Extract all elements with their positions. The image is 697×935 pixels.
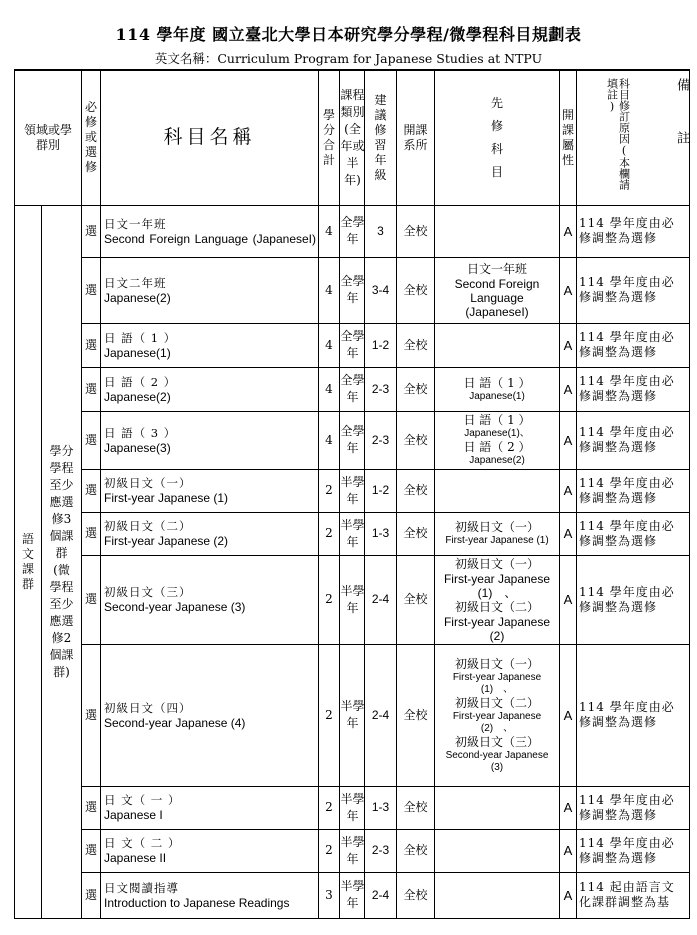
note-cell [577, 644, 690, 786]
course-name-en: First-year Japanese (2) [104, 534, 229, 548]
dept-cell [397, 411, 435, 469]
table-row [15, 367, 690, 411]
year-cell [365, 512, 397, 555]
table-row [15, 257, 690, 323]
year-cell [365, 411, 397, 469]
table-row [15, 786, 690, 829]
credits-cell [319, 205, 340, 257]
table-row [15, 323, 690, 367]
elective-mark: 選 [84, 282, 97, 297]
prereq-cell [435, 512, 560, 555]
type-cell [340, 829, 365, 872]
course-name-en: Japanese(1) [104, 345, 171, 360]
credits-cell [319, 644, 340, 786]
elective-cell [82, 411, 101, 469]
revision-note: 114 學年度由必修調整為選修 [579, 475, 675, 505]
revision-note: 114 學年度由必修調整為選修 [579, 216, 675, 245]
course-name-en: Japanese II [104, 851, 167, 865]
dept-cell [397, 469, 435, 512]
suggested-year: 2-4 [371, 707, 390, 722]
dept-cell [397, 644, 435, 786]
course-type: 全學年 [340, 215, 365, 246]
course-attr: A [563, 282, 573, 298]
year-cell [365, 786, 397, 829]
header-area-text: 領域或學群別 [23, 122, 72, 152]
suggested-year: 2-3 [371, 432, 390, 447]
credits: 4 [325, 381, 333, 396]
dept-cell [397, 786, 435, 829]
header-note-label: 備註 [674, 77, 689, 184]
course-name-zh: 初級日文（四） [104, 700, 192, 715]
prereq-cell [435, 205, 560, 257]
elective-cell [82, 872, 101, 918]
credits: 2 [325, 843, 333, 857]
suggested-year: 2-4 [371, 592, 390, 606]
credits: 4 [325, 337, 333, 352]
course-name-en: Second Foreign Language (JapaneseI) [104, 231, 316, 246]
prereq-cell [435, 323, 560, 367]
prereq-cell [435, 257, 560, 323]
attr-cell [560, 872, 577, 918]
course-name-cell [101, 257, 319, 323]
credits-cell [319, 367, 340, 411]
revision-note: 114 學年度由必修調整為選修 [579, 374, 675, 403]
course-type: 全學年 [340, 329, 365, 360]
revision-note: 114 學年度由必修調整為選修 [579, 518, 675, 548]
elective-cell [82, 829, 101, 872]
elective-mark: 選 [84, 432, 97, 447]
course-attr: A [563, 483, 573, 498]
type-cell [340, 872, 365, 918]
elective-mark: 選 [84, 800, 97, 814]
prereq-line: First-year Japanese [443, 614, 551, 629]
type-cell [340, 257, 365, 323]
suggested-year: 3 [377, 223, 384, 238]
type-cell [340, 786, 365, 829]
department: 全校 [403, 800, 428, 814]
prereq-line: 初級日文（二） [454, 695, 539, 710]
course-attr: A [563, 526, 573, 541]
elective-mark: 選 [84, 381, 97, 396]
prereq-line: (2) 、 [480, 722, 514, 734]
course-attr: A [563, 223, 573, 239]
credits-cell [319, 323, 340, 367]
year-cell [365, 555, 397, 644]
prereq-line: 日 語（ 1 ） [463, 375, 531, 390]
prereq-line: First-year Japanese [452, 671, 542, 683]
document-title: 114 學年度 國立臺北大學日本研究學分學程/微學程科目規劃表 [115, 25, 582, 44]
department: 全校 [403, 707, 428, 722]
note-cell [577, 469, 690, 512]
note-cell [577, 512, 690, 555]
credits-cell [319, 512, 340, 555]
attr-cell [560, 786, 577, 829]
course-attr: A [563, 337, 573, 353]
department: 全校 [403, 432, 428, 447]
suggested-year: 3-4 [371, 282, 390, 297]
table-row [15, 644, 690, 786]
header-dept [397, 70, 435, 205]
attr-cell [560, 257, 577, 323]
revision-note: 114 學年度由必修調整為選修 [579, 330, 675, 359]
elective-mark: 選 [84, 592, 97, 606]
course-name-zh: 初級日文（一） [104, 476, 192, 490]
dept-cell [397, 257, 435, 323]
revision-note: 114 學年度由必修調整為選修 [579, 835, 675, 865]
course-type: 半學年 [340, 517, 365, 549]
type-cell [340, 469, 365, 512]
course-name-cell [101, 786, 319, 829]
department: 全校 [403, 223, 428, 238]
elective-cell [82, 323, 101, 367]
suggested-year: 2-4 [371, 887, 390, 902]
elective-cell [82, 786, 101, 829]
course-name-zh: 初級日文（三） [104, 585, 192, 599]
course-name-en: Japanese(2) [104, 389, 171, 404]
prereq-cell [435, 872, 560, 918]
year-cell [365, 872, 397, 918]
credits-cell [319, 555, 340, 644]
credits-cell [319, 411, 340, 469]
department: 全校 [403, 337, 428, 352]
year-cell [365, 205, 397, 257]
course-name-cell [101, 205, 319, 257]
prereq-line: (1) 、 [477, 585, 517, 600]
course-attr: A [563, 707, 573, 723]
attr-cell [560, 469, 577, 512]
course-type: 半學年 [340, 583, 365, 615]
elective-cell [82, 257, 101, 323]
group-rule: 學分學程至少應選修3個課群(微學程至少應選修2個課群) [49, 443, 74, 679]
prereq-cell [435, 367, 560, 411]
prereq-cell [435, 555, 560, 644]
course-name-en: Japanese(3) [104, 440, 171, 455]
credits: 2 [325, 592, 333, 606]
attr-cell [560, 644, 577, 786]
suggested-year: 2-3 [371, 843, 390, 857]
course-attr: A [563, 381, 573, 397]
note-cell [577, 555, 690, 644]
course-name-en: First-year Japanese (1) [104, 491, 229, 505]
group-rule-cell [42, 205, 82, 918]
course-name-en: Japanese I [104, 808, 163, 822]
attr-cell [560, 555, 577, 644]
header-required [82, 70, 101, 205]
header-year [365, 70, 397, 205]
department: 全校 [403, 381, 428, 396]
course-name-zh: 日文二年班 [104, 275, 167, 290]
prereq-line: Japanese(2) [469, 455, 525, 466]
prereq-cell [435, 786, 560, 829]
prereq-line: (2) [489, 628, 505, 643]
course-name-cell [101, 829, 319, 872]
course-attr: A [563, 800, 573, 815]
credits-cell [319, 257, 340, 323]
elective-mark: 選 [84, 483, 97, 497]
course-name-zh: 日 語（ 3 ） [104, 425, 177, 440]
credits: 4 [325, 223, 333, 238]
header-dept-text: 開課系所 [403, 122, 428, 152]
table-row [15, 469, 690, 512]
attr-cell [560, 205, 577, 257]
group-area-cell [15, 205, 42, 918]
year-cell [365, 367, 397, 411]
header-required-text: 必修或選修 [84, 100, 97, 175]
course-type: 全學年 [340, 373, 365, 404]
group-area: 語文課群 [21, 531, 34, 591]
revision-note: 114 學年度由必修調整為選修 [579, 584, 675, 614]
dept-cell [397, 367, 435, 411]
attr-cell [560, 512, 577, 555]
header-prereq-text: 先修科目 [490, 95, 503, 179]
course-type: 半學年 [340, 791, 365, 823]
year-cell [365, 829, 397, 872]
department: 全校 [403, 843, 428, 857]
elective-mark: 選 [84, 843, 97, 857]
credits: 2 [325, 800, 333, 814]
prereq-line: First-year Japanese [452, 710, 542, 722]
header-year-text: 建議修習年級 [374, 92, 387, 182]
department: 全校 [403, 592, 428, 606]
header-attr-text: 開課屬性 [561, 107, 574, 167]
course-name-cell [101, 872, 319, 918]
header-area [15, 70, 82, 205]
course-attr: A [563, 592, 573, 607]
department: 全校 [403, 483, 428, 497]
course-name-en: Japanese(2) [104, 290, 171, 305]
dept-cell [397, 829, 435, 872]
prereq-line: Japanese(1)、 [464, 428, 530, 439]
prereq-line: First-year Japanese [443, 571, 551, 586]
course-name-zh: 日文閱讀指導 [104, 880, 179, 895]
credits: 4 [325, 282, 333, 297]
header-note [577, 70, 690, 205]
header-course-name: 科目名稱 [101, 70, 319, 205]
elective-cell [82, 205, 101, 257]
header-credits [319, 70, 340, 205]
course-attr: A [563, 887, 573, 903]
prereq-line: Second Foreign [454, 276, 540, 291]
table-row [15, 829, 690, 872]
course-type: 全學年 [340, 424, 365, 455]
type-cell [340, 367, 365, 411]
type-cell [340, 555, 365, 644]
revision-note: 114 學年度由必修調整為選修 [579, 425, 675, 454]
header-attr [560, 70, 577, 205]
credits: 2 [325, 526, 333, 540]
prereq-line: (3) [490, 761, 504, 773]
course-name-en: Second-year Japanese (4) [104, 715, 246, 730]
department: 全校 [403, 282, 428, 297]
course-type: 半學年 [340, 699, 365, 730]
header-prereq [435, 70, 560, 205]
dept-cell [397, 512, 435, 555]
dept-cell [397, 555, 435, 644]
attr-cell [560, 411, 577, 469]
course-name-zh: 初級日文（二） [104, 519, 192, 533]
curriculum-table [14, 69, 690, 919]
type-cell [340, 411, 365, 469]
credits-cell [319, 829, 340, 872]
credits-cell [319, 786, 340, 829]
type-cell [340, 644, 365, 786]
header-note-reason: 科目修訂原因(本欄請填註) [605, 77, 631, 190]
revision-note: 114 學年度由必修調整為選修 [579, 275, 675, 304]
dept-cell [397, 872, 435, 918]
credits: 2 [325, 483, 333, 497]
credits-cell [319, 469, 340, 512]
note-cell [577, 257, 690, 323]
dept-cell [397, 205, 435, 257]
table-row [15, 872, 690, 918]
course-type: 半學年 [340, 474, 365, 506]
header-credits-text: 學分合計 [322, 107, 335, 167]
revision-note: 114 學年度由必修調整為選修 [579, 792, 675, 822]
table-row [15, 411, 690, 469]
type-cell [340, 323, 365, 367]
course-attr: A [563, 432, 573, 448]
course-name-zh: 日文一年班 [104, 216, 167, 231]
prereq-line: 日 語（ 1 ） [463, 413, 531, 427]
course-name-zh: 日 文（ 一 ） [104, 793, 181, 807]
prereq-line: 日文一年班 [466, 261, 527, 276]
course-name-cell [101, 411, 319, 469]
note-cell [577, 367, 690, 411]
attr-cell [560, 367, 577, 411]
prereq-line: 日 語（ 2 ） [463, 440, 531, 454]
course-name-en: Introduction to Japanese Readings [104, 895, 290, 910]
elective-cell [82, 555, 101, 644]
prereq-cell [435, 411, 560, 469]
elective-cell [82, 644, 101, 786]
table-row [15, 512, 690, 555]
elective-mark: 選 [84, 526, 97, 540]
credits-cell [319, 872, 340, 918]
revision-note: 114 起由語言文化課群調整為基 [579, 880, 675, 909]
year-cell [365, 323, 397, 367]
type-cell [340, 512, 365, 555]
course-name-zh: 日 語（ 2 ） [104, 374, 177, 389]
header-type-text: 課程類別(全年或半年) [340, 87, 365, 187]
note-cell [577, 323, 690, 367]
note-cell [577, 829, 690, 872]
department: 全校 [403, 526, 428, 540]
course-type: 半學年 [340, 879, 365, 910]
year-cell [365, 469, 397, 512]
suggested-year: 1-3 [371, 800, 390, 814]
header-note-label-wrap [674, 78, 689, 198]
note-cell [577, 411, 690, 469]
course-name-en: Second-year Japanese (3) [104, 600, 246, 614]
course-name-cell [101, 367, 319, 411]
prereq-cell [435, 469, 560, 512]
credits: 4 [325, 432, 333, 447]
prereq-line: First-year Japanese (1) [445, 535, 549, 546]
dept-cell [397, 323, 435, 367]
department: 全校 [403, 887, 428, 902]
prereq-line: 初級日文（一） [454, 520, 539, 534]
year-cell [365, 257, 397, 323]
header-row [15, 70, 690, 205]
prereq-line: 初級日文（一） [454, 556, 539, 571]
prereq-line: Language [470, 290, 524, 305]
attr-cell [560, 323, 577, 367]
elective-mark: 選 [84, 887, 97, 902]
elective-cell [82, 512, 101, 555]
course-attr: A [563, 843, 573, 858]
note-cell [577, 872, 690, 918]
header-type [340, 70, 365, 205]
suggested-year: 1-3 [371, 526, 390, 540]
prereq-cell [435, 829, 560, 872]
prereq-line: 初級日文（二） [454, 599, 539, 614]
elective-mark: 選 [84, 707, 97, 722]
prereq-line: (1) 、 [480, 683, 514, 695]
document-subtitle: 英文名稱：Curriculum Program for Japanese Studies at NTPU [154, 51, 543, 66]
table-row [15, 555, 690, 644]
credits: 3 [325, 887, 333, 902]
course-name-zh: 日 語（ 1 ） [104, 330, 177, 345]
suggested-year: 2-3 [371, 381, 390, 396]
elective-mark: 選 [84, 337, 97, 352]
attr-cell [560, 829, 577, 872]
prereq-cell [435, 644, 560, 786]
suggested-year: 1-2 [371, 483, 390, 497]
year-cell [365, 644, 397, 786]
elective-mark: 選 [84, 223, 97, 238]
course-name-cell [101, 512, 319, 555]
prereq-line: 初級日文（三） [454, 734, 539, 749]
suggested-year: 1-2 [371, 337, 390, 352]
course-type: 全學年 [340, 274, 365, 305]
prereq-line: (JapaneseI) [465, 304, 529, 319]
note-cell [577, 205, 690, 257]
course-name-zh: 日 文（ 二 ） [104, 836, 181, 850]
course-name-cell [101, 555, 319, 644]
course-type: 半學年 [340, 834, 365, 866]
course-name-cell [101, 323, 319, 367]
prereq-line: Second-year Japanese [445, 749, 549, 761]
elective-cell [82, 469, 101, 512]
note-cell [577, 786, 690, 829]
prereq-line: 初級日文（一） [454, 656, 539, 671]
table-row [15, 205, 690, 257]
course-name-cell [101, 644, 319, 786]
course-name-cell [101, 469, 319, 512]
prereq-line: Japanese(1) [469, 390, 525, 402]
elective-cell [82, 367, 101, 411]
credits: 2 [325, 707, 333, 722]
revision-note: 114 學年度由必修調整為選修 [579, 700, 675, 729]
type-cell [340, 205, 365, 257]
